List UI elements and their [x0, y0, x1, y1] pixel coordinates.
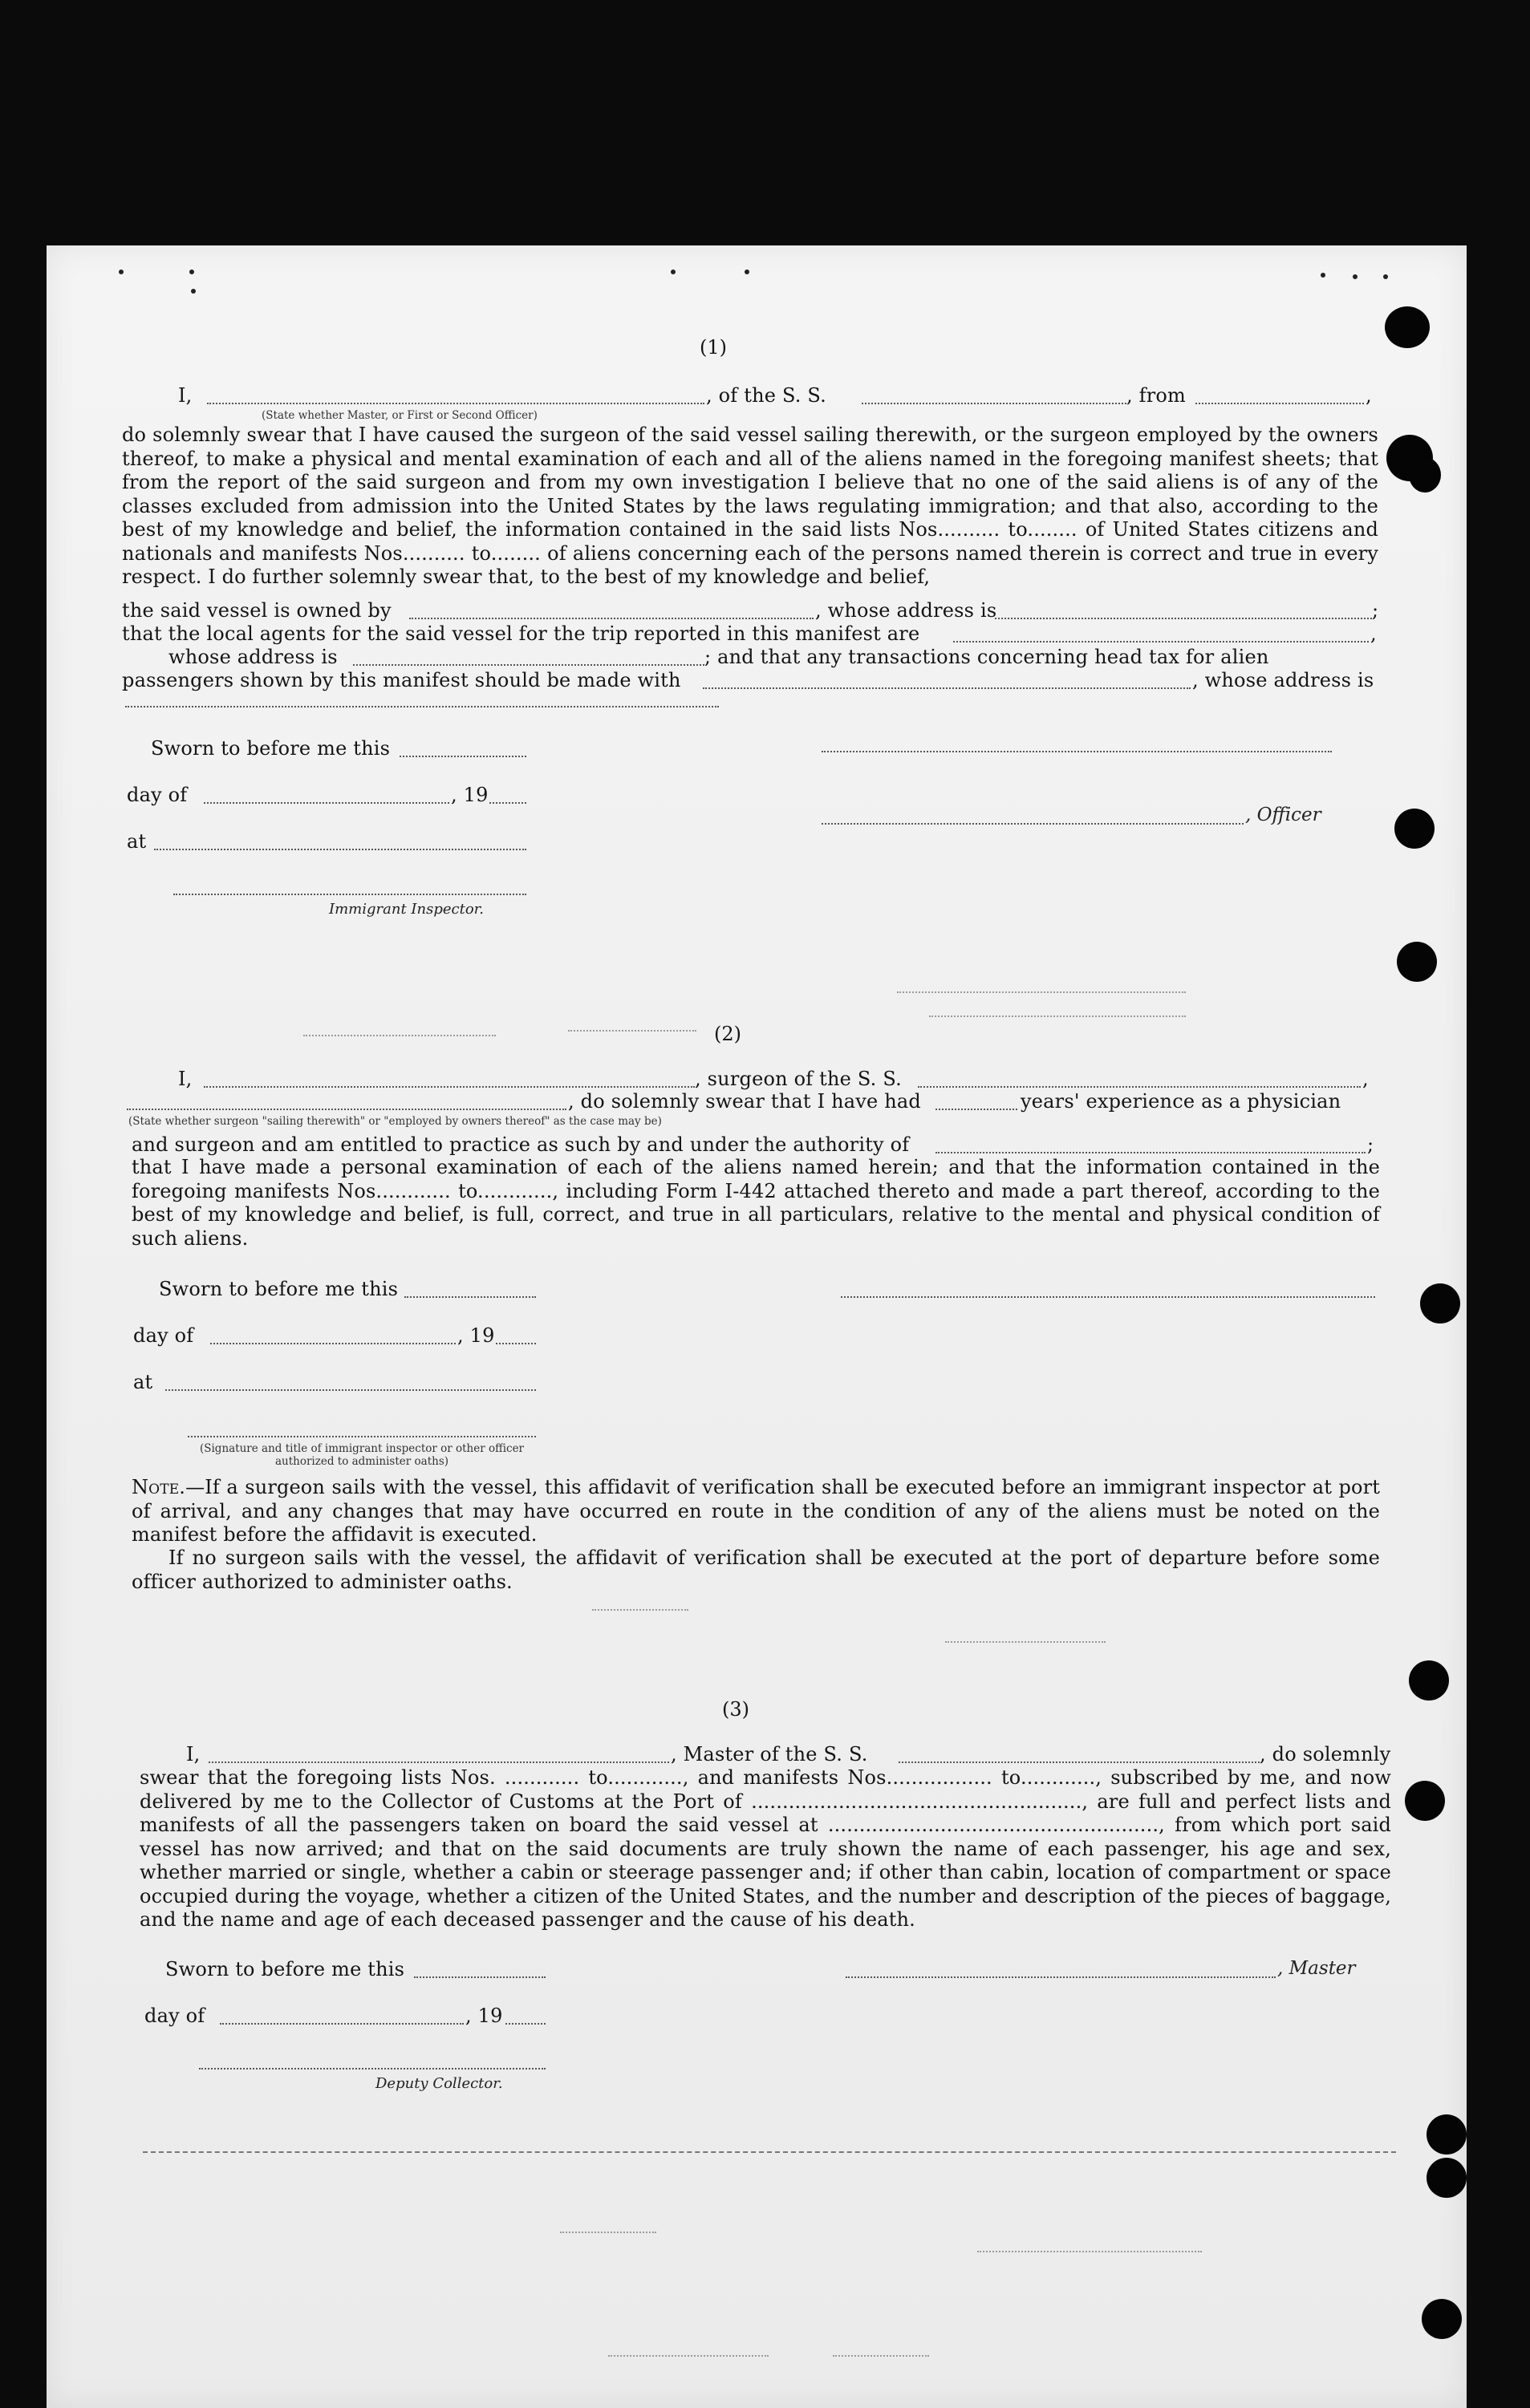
bottom-rule — [143, 2151, 1396, 2153]
section-3-i-prefix: I, — [186, 1743, 201, 1765]
blank-surgeon-name — [204, 1086, 695, 1088]
blank-owner-address — [995, 618, 1372, 619]
blank-sworn-day-1 — [400, 756, 526, 757]
speck — [189, 270, 194, 274]
section-1-oath-text: do solemnly swear that I have caused the surgeon of the said vessel sailing therewith, or the surgeon employed by the owners thereof, to make a physical and mental examination of each and all of the aliens named in the foregoing manifest sheets; that from the report of the said surgeon and from my own investigation I believe that no one of the said aliens is of any of the classes excluded from admission into the United States by the laws regulating immigration; and that also, according to the best of my knowledge and belief, the information contained in the said lists Nos.......... to........ of United States citizens and nationals and manifests Nos.......... to........ of aliens concerning each of the persons named therein is correct and true in every respect. I do further solemnly swear that, to the best of my knowledge and belief, — [122, 424, 1378, 588]
blank-from-port — [1195, 403, 1364, 404]
master-of-label: , Master of the S. S. — [671, 1743, 868, 1765]
note-label: Note. — [132, 1476, 186, 1498]
owner-address-label: , whose address is — [815, 599, 997, 622]
bleed-through-mark — [303, 1035, 496, 1036]
blank-at-2 — [165, 1389, 536, 1391]
day-of-label-3: day of — [144, 2005, 205, 2027]
local-agents-label: that the local agents for the said vessel for the trip reported in this manifest are — [122, 622, 920, 645]
bleed-through-mark — [929, 1015, 1186, 1017]
at-label-1: at — [127, 830, 147, 853]
agent-address-label: whose address is — [168, 646, 338, 668]
section-3-number: (3) — [722, 1698, 749, 1721]
speck — [119, 270, 124, 274]
blank-vessel-name — [862, 403, 1126, 404]
blank-day-of-1 — [204, 802, 449, 804]
section-2-number: (2) — [714, 1023, 741, 1045]
section-2-oath-text: that I have made a personal examination of each of the aliens named herein; and that the information contained in the foregoing manifests Nos............ to............, including Form I-442 attached thereto and made a part thereof, according to the best of my knowledge and belief, is full, correct, and true in all particulars, relative to the mental and physical condition of such aliens. — [132, 1156, 1380, 1250]
bleed-through-mark — [608, 2355, 769, 2357]
semicolon: ; — [1372, 599, 1379, 622]
blank-surgeon-signature — [841, 1296, 1375, 1298]
inspector-label: Immigrant Inspector. — [329, 901, 485, 918]
section-1-i-prefix: I, — [178, 384, 193, 407]
speck — [745, 270, 749, 274]
surgeon-of-label: , surgeon of the S. S. — [695, 1068, 902, 1090]
speck — [1383, 274, 1388, 279]
blank-master-signature — [846, 1976, 1276, 1978]
sworn-label-2: Sworn to before me this — [159, 1278, 399, 1300]
blank-at-1 — [154, 849, 526, 850]
year-label-3: , 19 — [465, 2005, 503, 2027]
blank-day-of-2 — [210, 1343, 456, 1344]
line-end-comma: , — [1362, 1068, 1369, 1090]
signature-caption: (Signature and title of immigrant inspector or other officer authorized to administer oaths) — [199, 1442, 525, 1468]
surgeon-caption: (State whether surgeon "sailing therewith" or "employed by owners thereof" as the case may be) — [128, 1115, 662, 1128]
section-1-number: (1) — [700, 336, 727, 359]
bleed-through-mark — [568, 1030, 696, 1032]
blank-local-agents — [953, 641, 1369, 643]
note-paragraph — [132, 1476, 1380, 1547]
bleed-through-mark — [897, 991, 1186, 993]
blank-year-3 — [505, 2023, 546, 2025]
blank-officer-signature — [822, 823, 1244, 825]
punch-hole — [1427, 2114, 1467, 2155]
blank-year-2 — [496, 1343, 536, 1344]
blank-surgeon-vessel — [918, 1086, 1361, 1088]
line-end-comma: , — [1366, 384, 1372, 407]
section-2-i-prefix: I, — [178, 1068, 193, 1090]
blank-head-tax-party — [703, 687, 1191, 689]
day-of-label-1: day of — [127, 784, 188, 806]
blank-officer-signature-top — [822, 751, 1332, 752]
speck — [671, 270, 676, 274]
year-label-1: , 19 — [451, 784, 489, 806]
punch-hole — [1409, 457, 1441, 493]
officer-label: , Officer — [1245, 805, 1321, 825]
blank-signature-title — [188, 1436, 536, 1437]
passengers-line: passengers shown by this manifest should be made with — [122, 669, 681, 691]
year-label-2: , 19 — [457, 1324, 495, 1347]
master-label: , Master — [1277, 1958, 1356, 1979]
bleed-through-mark — [945, 1641, 1106, 1643]
from-label: , from — [1126, 384, 1187, 407]
punch-hole — [1422, 2299, 1462, 2339]
punch-hole — [1420, 1283, 1460, 1324]
punch-hole — [1409, 1660, 1449, 1701]
of-ss-label: , of the S. S. — [706, 384, 827, 407]
blank-year-1 — [489, 802, 526, 804]
blank-owner — [409, 618, 814, 619]
punch-hole — [1405, 1781, 1445, 1821]
authority-line: and surgeon and am entitled to practice as such by and under the authority of — [132, 1133, 910, 1156]
blank-head-tax-address — [125, 706, 719, 707]
authority-semicolon: ; — [1367, 1133, 1374, 1156]
years-experience-label: years' experience as a physician — [1021, 1090, 1341, 1113]
sworn-label-3: Sworn to before me this — [165, 1958, 405, 1980]
owned-by-label: the said vessel is owned by — [122, 599, 392, 622]
blank-deputy-signature — [199, 2068, 546, 2070]
blank-officer-name — [207, 403, 704, 404]
punch-hole — [1394, 809, 1435, 849]
blank-sworn-day-2 — [404, 1296, 536, 1298]
blank-master-vessel — [899, 1761, 1260, 1763]
head-tax-address-label: , whose address is — [1192, 669, 1374, 691]
bleed-through-mark — [592, 1609, 688, 1611]
blank-day-of-3 — [220, 2023, 464, 2025]
punch-hole — [1385, 306, 1430, 348]
document-page — [47, 245, 1467, 2408]
officer-caption: (State whether Master, or First or Second Officer) — [262, 409, 538, 422]
blank-surgeon-type — [127, 1109, 566, 1110]
punch-hole — [1397, 942, 1437, 982]
deputy-collector-label: Deputy Collector. — [375, 2075, 503, 2092]
head-tax-text: ; and that any transactions concerning head tax for alien — [704, 646, 1269, 668]
note-2-paragraph: If no surgeon sails with the vessel, the affidavit of verification shall be executed at the port of departure before some officer authorized to administer oaths. — [132, 1547, 1380, 1593]
do-swear-label: , do solemnly swear that I have had — [568, 1090, 921, 1113]
bleed-through-mark — [977, 2251, 1202, 2252]
blank-master-name — [209, 1761, 669, 1763]
at-label-2: at — [133, 1371, 153, 1393]
speck — [1321, 273, 1325, 278]
blank-authority — [935, 1152, 1366, 1153]
day-of-label-2: day of — [133, 1324, 194, 1347]
bleed-through-mark — [833, 2355, 929, 2357]
speck — [191, 289, 196, 294]
note-text: —If a surgeon sails with the vessel, this affidavit of verification shall be executed before an immigrant inspector at port of arrival, and any changes that may have occurred en route in the condition of any of the aliens must be noted on the manifest before the affidavit is executed. — [132, 1476, 1380, 1546]
punch-hole — [1427, 2158, 1467, 2198]
section-3-oath-text: swear that the foregoing lists Nos. ............ to............, and manifests Nos................. to............, subscribed by me, and now delivered by me to the Collector of Customs at the Port of ....................................................., are full and perfect lists and manifests of all the passengers taken on board the said vessel at ....................................................., from which port said vessel has now arrived; and that on the said documents are truly shown the name of each passenger, his age and sex, whether married or single, whether a cabin or steerage passenger and; if other than cabin, location of compartment or space occupied during the voyage, whether a citizen of the United States, and the number and description of the pieces of baggage, and the name and age of each deceased passenger and the cause of his death. — [140, 1766, 1391, 1931]
bleed-through-mark — [560, 2232, 656, 2233]
blank-sworn-day-3 — [414, 1976, 546, 1978]
blank-inspector-signature — [173, 894, 526, 895]
line-end-comma: , — [1370, 622, 1377, 645]
do-solemnly-label: , do solemnly — [1260, 1743, 1391, 1765]
sworn-label-1: Sworn to before me this — [151, 737, 391, 760]
blank-agent-address — [353, 664, 704, 666]
speck — [1353, 274, 1358, 279]
blank-years-experience — [935, 1109, 1017, 1110]
